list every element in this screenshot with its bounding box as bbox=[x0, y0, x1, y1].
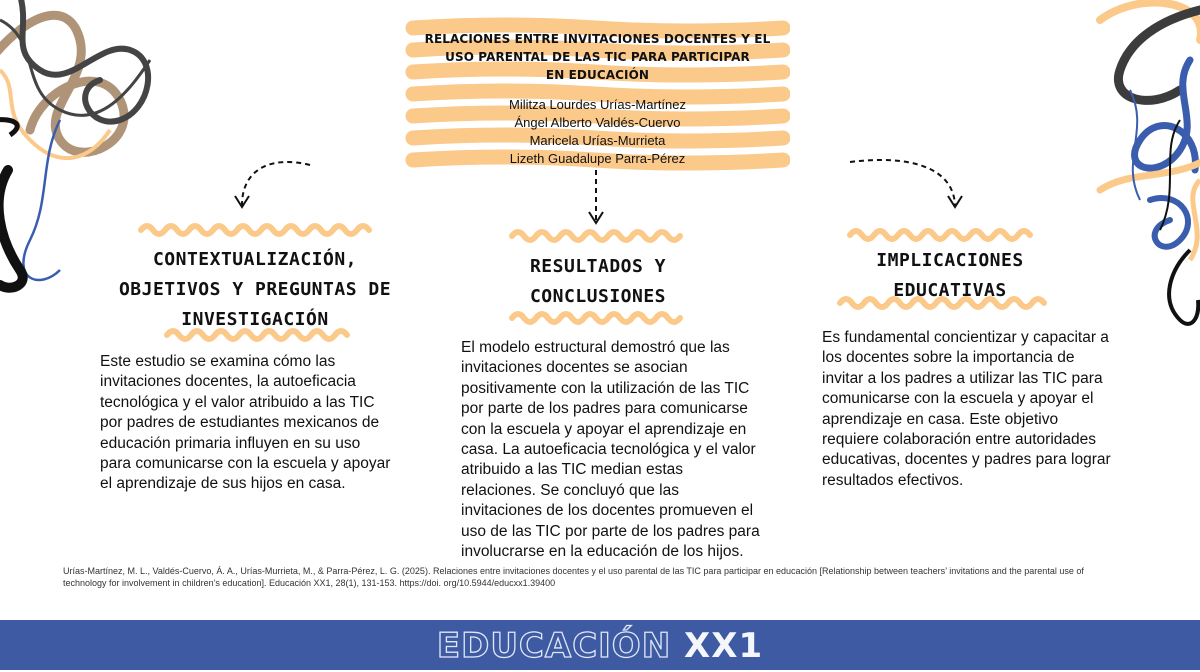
section-body-resultados bbox=[461, 338, 781, 562]
author-name: Ángel Alberto Valdés-Cuervo bbox=[514, 115, 681, 130]
heading-line: INVESTIGACIÓN bbox=[181, 309, 329, 330]
body-line: aprendizaje en casa. Este objetivo bbox=[822, 410, 1059, 428]
body-line: educación primaria influyen en su uso bbox=[100, 434, 361, 452]
body-line: por parte de los padres para comunicarse bbox=[461, 400, 748, 418]
body-line: requiere colaboración entre autoridades bbox=[822, 431, 1097, 449]
body-line: positivamente con la utilización de las TIC bbox=[461, 379, 750, 397]
citation-line: technology for involvement in children’s education]. Educación XX1, 28(1), 131-153. https://doi. org/10.5944/educxx1.39400 bbox=[63, 577, 556, 588]
wave-decoration bbox=[846, 226, 1036, 244]
heading-line: CONCLUSIONES bbox=[529, 286, 667, 307]
title-box bbox=[405, 16, 790, 176]
body-line: por padres de estudiantes mexicanos de bbox=[100, 414, 380, 432]
author-name: Lizeth Guadalupe Parra-Pérez bbox=[509, 151, 686, 166]
citation-line: Urías-Martínez, M. L., Valdés-Cuervo, Á. A., Urías-Murrieta, M., & Parra-Pérez, L. G. (2025). Relaciones entre invitaciones docentes y el uso parental de las TIC para participar en educación [Relationship between teachers’ invitations and the parental use of bbox=[63, 566, 1084, 576]
body-line: invitaciones de los docentes promueven el bbox=[461, 502, 754, 520]
arrow-right-icon bbox=[845, 150, 975, 210]
arrow-center-icon bbox=[582, 168, 612, 228]
decorative-scribble-right bbox=[1060, 0, 1200, 340]
body-line: los docentes sobre la importancia de bbox=[822, 349, 1075, 367]
logo-text-xx1: XX1 bbox=[684, 626, 764, 666]
main-title bbox=[405, 30, 790, 84]
section-body-contextualizacion bbox=[100, 352, 420, 495]
journal-logo bbox=[0, 620, 1200, 670]
body-line: involucrarse en la educación de los hijos. bbox=[461, 543, 744, 561]
heading-line: OBJETIVOS Y PREGUNTAS DE bbox=[118, 279, 392, 300]
body-line: resultados efectivos. bbox=[822, 471, 964, 489]
author-name: Militza Lourdes Urías-Martínez bbox=[509, 97, 686, 112]
section-heading-contextualizacion bbox=[90, 245, 420, 335]
heading-line: RESULTADOS Y bbox=[529, 256, 667, 277]
body-line: casa. La autoeficacia tecnológica y el valor bbox=[461, 441, 756, 459]
body-line: invitaciones docentes, la autoeficacia bbox=[100, 373, 356, 391]
wave-decoration bbox=[137, 221, 377, 239]
body-line: El modelo estructural demostró que las bbox=[461, 339, 730, 356]
body-line: atribuido a las TIC median estas bbox=[461, 461, 683, 479]
body-line: relaciones. Se concluyó que las bbox=[461, 481, 679, 499]
title-line: RELACIONES ENTRE INVITACIONES DOCENTES Y EL bbox=[424, 32, 771, 46]
body-line: para comunicarse con la escuela y apoyar bbox=[100, 455, 391, 473]
body-line: comunicarse con la escuela y apoyar el bbox=[822, 390, 1094, 408]
body-line: invitar a los padres a utilizar las TIC para bbox=[822, 369, 1103, 387]
section-body-implicaciones bbox=[822, 328, 1152, 491]
title-line: USO PARENTAL DE LAS TIC PARA PARTICIPAR bbox=[445, 50, 750, 64]
citation bbox=[63, 566, 1143, 589]
arrow-left-icon bbox=[230, 150, 350, 210]
body-line: con la escuela y apoyar el aprendizaje en bbox=[461, 420, 747, 438]
body-line: Este estudio se examina cómo las bbox=[100, 353, 336, 370]
body-line: uso de las TIC por parte de los padres para bbox=[461, 522, 760, 540]
author-name: Maricela Urías-Murrieta bbox=[529, 133, 666, 148]
section-heading-resultados bbox=[478, 252, 718, 312]
body-line: Es fundamental concientizar y capacitar a bbox=[822, 329, 1109, 346]
heading-line: EDUCATIVAS bbox=[893, 280, 1007, 301]
body-line: tecnológica y el valor atribuido a las TIC bbox=[100, 393, 375, 411]
wave-decoration bbox=[508, 227, 688, 245]
body-line: invitaciones docentes se asocian bbox=[461, 359, 688, 377]
heading-line: CONTEXTUALIZACIÓN, bbox=[152, 249, 358, 270]
body-line: el aprendizaje de sus hijos en casa. bbox=[100, 475, 346, 493]
logo-text-educacion: EDUCACIÓN bbox=[436, 626, 672, 666]
title-line: EN EDUCACIÓN bbox=[545, 68, 650, 82]
body-line: educativas, docentes y padres para lograr bbox=[822, 451, 1111, 469]
section-heading-implicaciones bbox=[830, 246, 1070, 306]
heading-line: IMPLICACIONES bbox=[876, 250, 1024, 271]
authors-list bbox=[405, 96, 790, 168]
